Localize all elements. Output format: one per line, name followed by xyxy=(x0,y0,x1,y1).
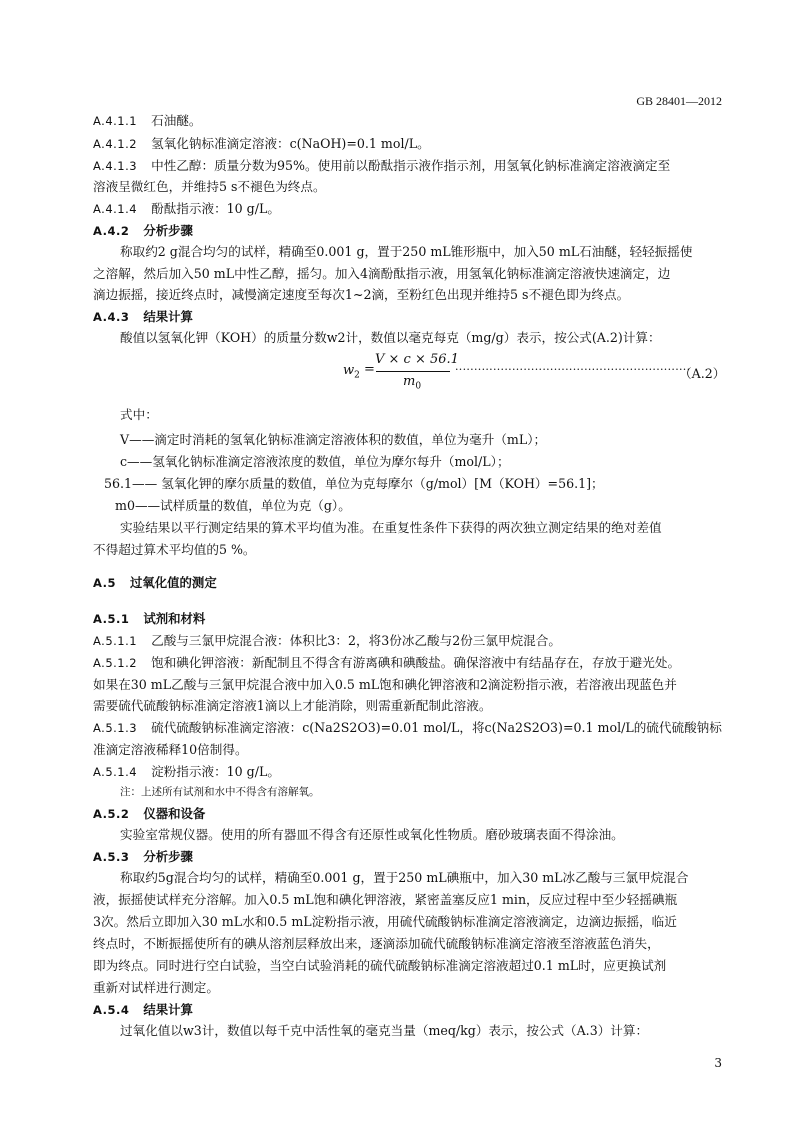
definition-m0: m0——试样质量的数值，单位为克（g）。 xyxy=(115,498,351,513)
paragraph-line: 称取约2 g混合均匀的试样，精确至0.001 g，置于250 mL锥形瓶中，加入50 mL石油醚，轻轻振摇使 xyxy=(120,244,693,259)
formula-leader-dots: ······························································ xyxy=(455,363,691,376)
section-title: 结果计算 xyxy=(143,309,193,324)
formula-denominator: $m_0$ xyxy=(403,374,422,392)
clause-a5-1-4 xyxy=(93,762,280,782)
section-number: A.4.2 xyxy=(93,224,130,238)
section-number: A.5.1 xyxy=(93,612,130,626)
paragraph-line: 3次。然后立即加入30 mL水和0.5 mL淀粉指示液，用硫代硫酸钠标准滴定溶液滴定，边滴边振摇，临近 xyxy=(93,914,677,929)
clause-text-cont: 需要硫代硫酸钠标准滴定溶液1滴以上才能消除，则需重新配制此溶液。 xyxy=(93,698,492,713)
section-a5-2 xyxy=(93,804,205,824)
clause-a4-1-1 xyxy=(93,111,201,131)
paragraph-line: 不得超过算术平均值的5 %。 xyxy=(93,542,256,557)
clause-text: 饱和碘化钾溶液：新配制且不得含有游离碘和碘酸盐。确保溶液中有结晶存在，存放于避光处。 xyxy=(151,655,681,670)
formula-lhs: $w_2$ xyxy=(343,363,360,381)
section-title: 仪器和设备 xyxy=(143,806,206,821)
clause-number: A.5.1.1 xyxy=(93,634,138,648)
formula-label: （A.2） xyxy=(679,366,726,381)
paragraph-line: 实验结果以平行测定结果的算术平均值为准。在重复性条件下获得的两次独立测定结果的绝对差值 xyxy=(120,520,662,535)
clause-number: A.4.1.3 xyxy=(93,159,138,173)
formula-equals: = xyxy=(364,362,375,377)
section-title: 结果计算 xyxy=(143,1002,193,1017)
clause-a5-1-2 xyxy=(93,653,680,673)
page-header: GB 28401—2012 xyxy=(636,94,722,108)
clause-text-cont: 准滴定溶液稀释10倍制得。 xyxy=(93,742,248,757)
section-a5-4 xyxy=(93,1000,193,1020)
clause-number: A.4.1.2 xyxy=(93,137,138,151)
definition-56-1: 56.1—— 氢氧化钾的摩尔质量的数值，单位为克每摩尔（g/mol）[M（KOH）=56.1]； xyxy=(104,476,604,491)
section-a5-1 xyxy=(93,609,205,629)
clause-number: A.5.1.4 xyxy=(93,765,138,779)
clause-text: 硫代硫酸钠标准滴定溶液：c(Na2S2O3)=0.01 mol/L，将c(Na2S2O3)=0.1 mol/L的硫代硫酸钠标 xyxy=(151,720,722,735)
clause-text: 淀粉指示液：10 g/L。 xyxy=(151,764,280,779)
paragraph-line: 称取约5g混合均匀的试样，精确至0.001 g，置于250 mL碘瓶中，加入30 mL冰乙酸与三氯甲烷混合 xyxy=(120,870,689,885)
clause-a4-1-3 xyxy=(93,156,670,176)
section-a4-2 xyxy=(93,221,193,241)
section-a5-3 xyxy=(93,847,193,867)
paragraph-line: 实验室常规仪器。使用的所有器皿不得含有还原性或氧化性物质。磨砂玻璃表面不得涂油。 xyxy=(120,827,624,842)
fraction-bar xyxy=(376,371,450,372)
section-title: 试剂和材料 xyxy=(143,611,206,626)
formula-numerator: V × c × 56.1 xyxy=(375,352,459,367)
paragraph-line: 过氧化值以w3计，数值以每千克中活性氧的毫克当量（meq/kg）表示，按公式（A.3）计算： xyxy=(120,1023,649,1038)
clause-a5-1-3 xyxy=(93,718,722,738)
section-number: A.4.3 xyxy=(93,310,130,324)
clause-a4-1-4 xyxy=(93,199,280,219)
clause-number: A.4.1.4 xyxy=(93,202,138,216)
clause-text: 乙酸与三氯甲烷混合液：体积比3：2，将3份冰乙酸与2份三氯甲烷混合。 xyxy=(151,633,561,648)
section-number: A.5.2 xyxy=(93,807,130,821)
section-title: 分析步骤 xyxy=(143,223,193,238)
paragraph-line: 重新对试样进行测定。 xyxy=(93,980,219,995)
paragraph-line: 即为终点。同时进行空白试验，当空白试验消耗的硫代硫酸钠标准滴定溶液超过0.1 mL时，应更换试剂 xyxy=(93,958,667,973)
clause-number: A.5.1.3 xyxy=(93,721,138,735)
clause-text-cont: 如果在30 mL乙酸与三氯甲烷混合液中加入0.5 mL饱和碘化钾溶液和2滴淀粉指示液，若溶液出现蓝色并 xyxy=(93,677,677,692)
clause-text: 氢氧化钠标准滴定溶液：c(NaOH)=0.1 mol/L。 xyxy=(151,136,430,151)
clause-text: 中性乙醇：质量分数为95%。使用前以酚酞指示液作指示剂，用氢氧化钠标准滴定溶液滴定至 xyxy=(151,158,671,173)
definition-c: c——氢氧化钠标准滴定溶液浓度的数值，单位为摩尔每升（mol/L）； xyxy=(120,454,510,469)
paragraph-line: 终点时，不断振摇使所有的碘从溶剂层释放出来，逐滴添加硫代硫酸钠标准滴定溶液至溶液蓝色消失， xyxy=(93,936,660,951)
paragraph-line: 液，振摇使试样充分溶解。加入0.5 mL饱和碘化钾溶液，紧密盖塞反应1 min，反应过程中至少轻摇碘瓶 xyxy=(93,892,678,907)
clause-text-cont: 溶液呈微红色，并维持5 s不褪色为终点。 xyxy=(93,179,326,194)
section-title: 分析步骤 xyxy=(143,849,193,864)
section-a5 xyxy=(93,573,217,593)
definition-v: V——滴定时消耗的氢氧化钠标准滴定溶液体积的数值，单位为毫升（mL）； xyxy=(120,432,547,447)
clause-a4-1-2 xyxy=(93,134,430,154)
note: 注：上述所有试剂和水中不得含有溶解氧。 xyxy=(120,786,320,798)
paragraph-line: 滴边振摇，接近终点时，减慢滴定速度至每次1~2滴，至粉红色出现并维持5 s不褪色即为终点。 xyxy=(93,287,630,302)
clause-number: A.4.1.1 xyxy=(93,114,138,128)
page-number: 3 xyxy=(714,1056,722,1070)
section-number: A.5.3 xyxy=(93,850,130,864)
paragraph-line: 酸值以氢氧化钾（KOH）的质量分数w2计，数值以毫克每克（mg/g）表示，按公式(A.2)计算： xyxy=(120,330,661,345)
section-number: A.5 xyxy=(93,576,116,590)
section-a4-3 xyxy=(93,307,193,327)
clause-text: 酚酞指示液：10 g/L。 xyxy=(151,201,280,216)
clause-a5-1-1 xyxy=(93,631,561,651)
section-title: 过氧化值的测定 xyxy=(129,575,217,590)
section-number: A.5.4 xyxy=(93,1003,130,1017)
where-label: 式中： xyxy=(120,407,158,422)
paragraph-line: 之溶解，然后加入50 mL中性乙醇，摇匀。加入4滴酚酞指示液，用氢氧化钠标准滴定溶液快速滴定，边 xyxy=(93,266,671,281)
clause-text: 石油醚。 xyxy=(151,113,202,128)
clause-number: A.5.1.2 xyxy=(93,656,138,670)
